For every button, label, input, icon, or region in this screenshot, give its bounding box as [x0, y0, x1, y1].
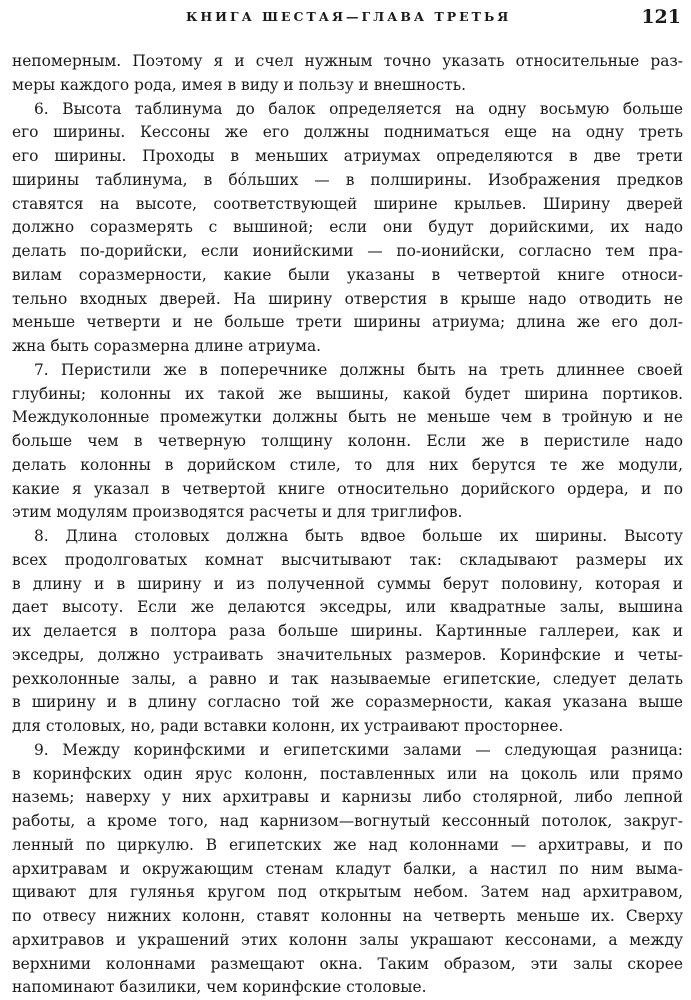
text-line: работы, а кроме того, над карнизом—вогнутый кессонный потолок, закруг- — [12, 812, 683, 830]
running-title: КНИГА ШЕСТАЯ—ГЛАВА ТРЕТЬЯ — [186, 9, 512, 24]
text-line: по отвесу нижних колонн, ставят колонны на четверть меньше их. Сверху — [12, 907, 683, 925]
text-line: вилам соразмерности, какие были указаны в четвертой книге относи- — [12, 265, 683, 284]
text-line: рехколонные залы, а равно и так называемые египетские, следует делать — [12, 669, 683, 688]
text-line: для столовых, но, ради вставки колонн, их устраивают просторнее. — [12, 717, 564, 735]
text-line: напоминают базилики, чем коринфские столовые. — [12, 978, 427, 997]
text-line: его ширины. Проходы в меньших атриумах определяются в две трети — [12, 147, 683, 165]
text-line: Междуколонные промежутки должны быть не меньше чем в тройную и не — [12, 408, 683, 427]
text-line: больше чем в четверную толщину колонн. Если же в перистиле надо — [12, 432, 683, 450]
text-line: глубины; колонны их такой же вышины, какой будет ширина портиков. — [12, 384, 683, 403]
text-line: архитравам и окружающим стенам кладут балки, а настил по ним выма- — [12, 859, 683, 878]
text-line: наземь; наверху у них архитравы и карнизы либо столярной, либо лепной — [12, 788, 683, 807]
page-number: 121 — [641, 6, 681, 28]
text-line: тельно входных дверей. На ширину отверстия в крыше надо отводить не — [12, 289, 683, 308]
text-line: щивают для гулянья кругом под открытым небом. Затем над архитравом, — [12, 883, 683, 902]
text-line: этим модулям производятся расчеты и для триглифов. — [12, 503, 463, 522]
body-text — [12, 50, 683, 1000]
text-line: их делается в полтора раза больше ширины. Картинные галлереи, как и — [12, 622, 683, 640]
text-line: меры каждого рода, имея в виду и пользу и внешность. — [12, 75, 466, 94]
text-line: 6. Высота таблинума до балок определяется на одну восьмую больше — [34, 99, 683, 118]
text-line: 7. Перистили же в поперечнике должны быть на треть длиннее своей — [34, 360, 683, 379]
text-line: 9. Между коринфскими и египетскими залами — следующая разница: — [34, 740, 683, 759]
text-line: в ширину и в длину согласно той же соразмерности, какая указана выше — [12, 693, 683, 712]
text-line: делать колонны в дорийском стиле, то для них берутся те же модули, — [12, 455, 683, 474]
text-line: экседры, должно устраивать значительных размеров. Коринфские и четы- — [12, 645, 683, 664]
text-line: ширины таблинума, в бóльших — в полширины. Изображения предков — [12, 170, 683, 189]
text-line: ставятся на высоте, соответствующей ширине крыльев. Ширину дверей — [12, 194, 683, 213]
text-line: делать по-дорийски, если ионийскими — по-ионийски, согласно тем пра- — [12, 242, 683, 260]
text-line: дает высоту. Если же делаются экседры, или квадратные залы, вышина — [12, 598, 683, 617]
text-line: его ширины. Кессоны же его должны подниматься еще на одну треть — [12, 123, 683, 142]
text-line: всех продолговатых комнат высчитывают так: складывают размеры их — [12, 550, 683, 569]
text-line: архитравов и украшений этих колонн залы украшают кессонами, а между — [12, 930, 683, 949]
text-line: меньше четверти и не больше трети ширины атриума; длина же его дол- — [12, 313, 683, 332]
text-line: должно соразмерять с вышиной; если они будут дорийскими, их надо — [12, 218, 683, 237]
text-line: какие я указал в четвертой книге относительно дорийского ордера, и по — [12, 479, 683, 498]
text-line: в коринфских один ярус колонн, поставленных или на цоколь или прямо — [12, 764, 683, 783]
text-line: жна быть соразмерна длине атриума. — [12, 337, 322, 355]
text-line: 8. Длина столовых должна быть вдвое больше их ширины. Высоту — [34, 527, 683, 545]
text-line: непомерным. Поэтому я и счел нужным точно указать относительные раз- — [12, 52, 683, 70]
text-line: ленный по циркулю. В египетских же над колоннами — архитравы, и по — [12, 835, 683, 854]
running-head — [0, 6, 691, 28]
text-line: верхними колоннами размещают окна. Таким образом, эти залы скорее — [12, 954, 683, 973]
text-line: в длину и в ширину и из полученной суммы берут половину, которая и — [12, 574, 683, 593]
